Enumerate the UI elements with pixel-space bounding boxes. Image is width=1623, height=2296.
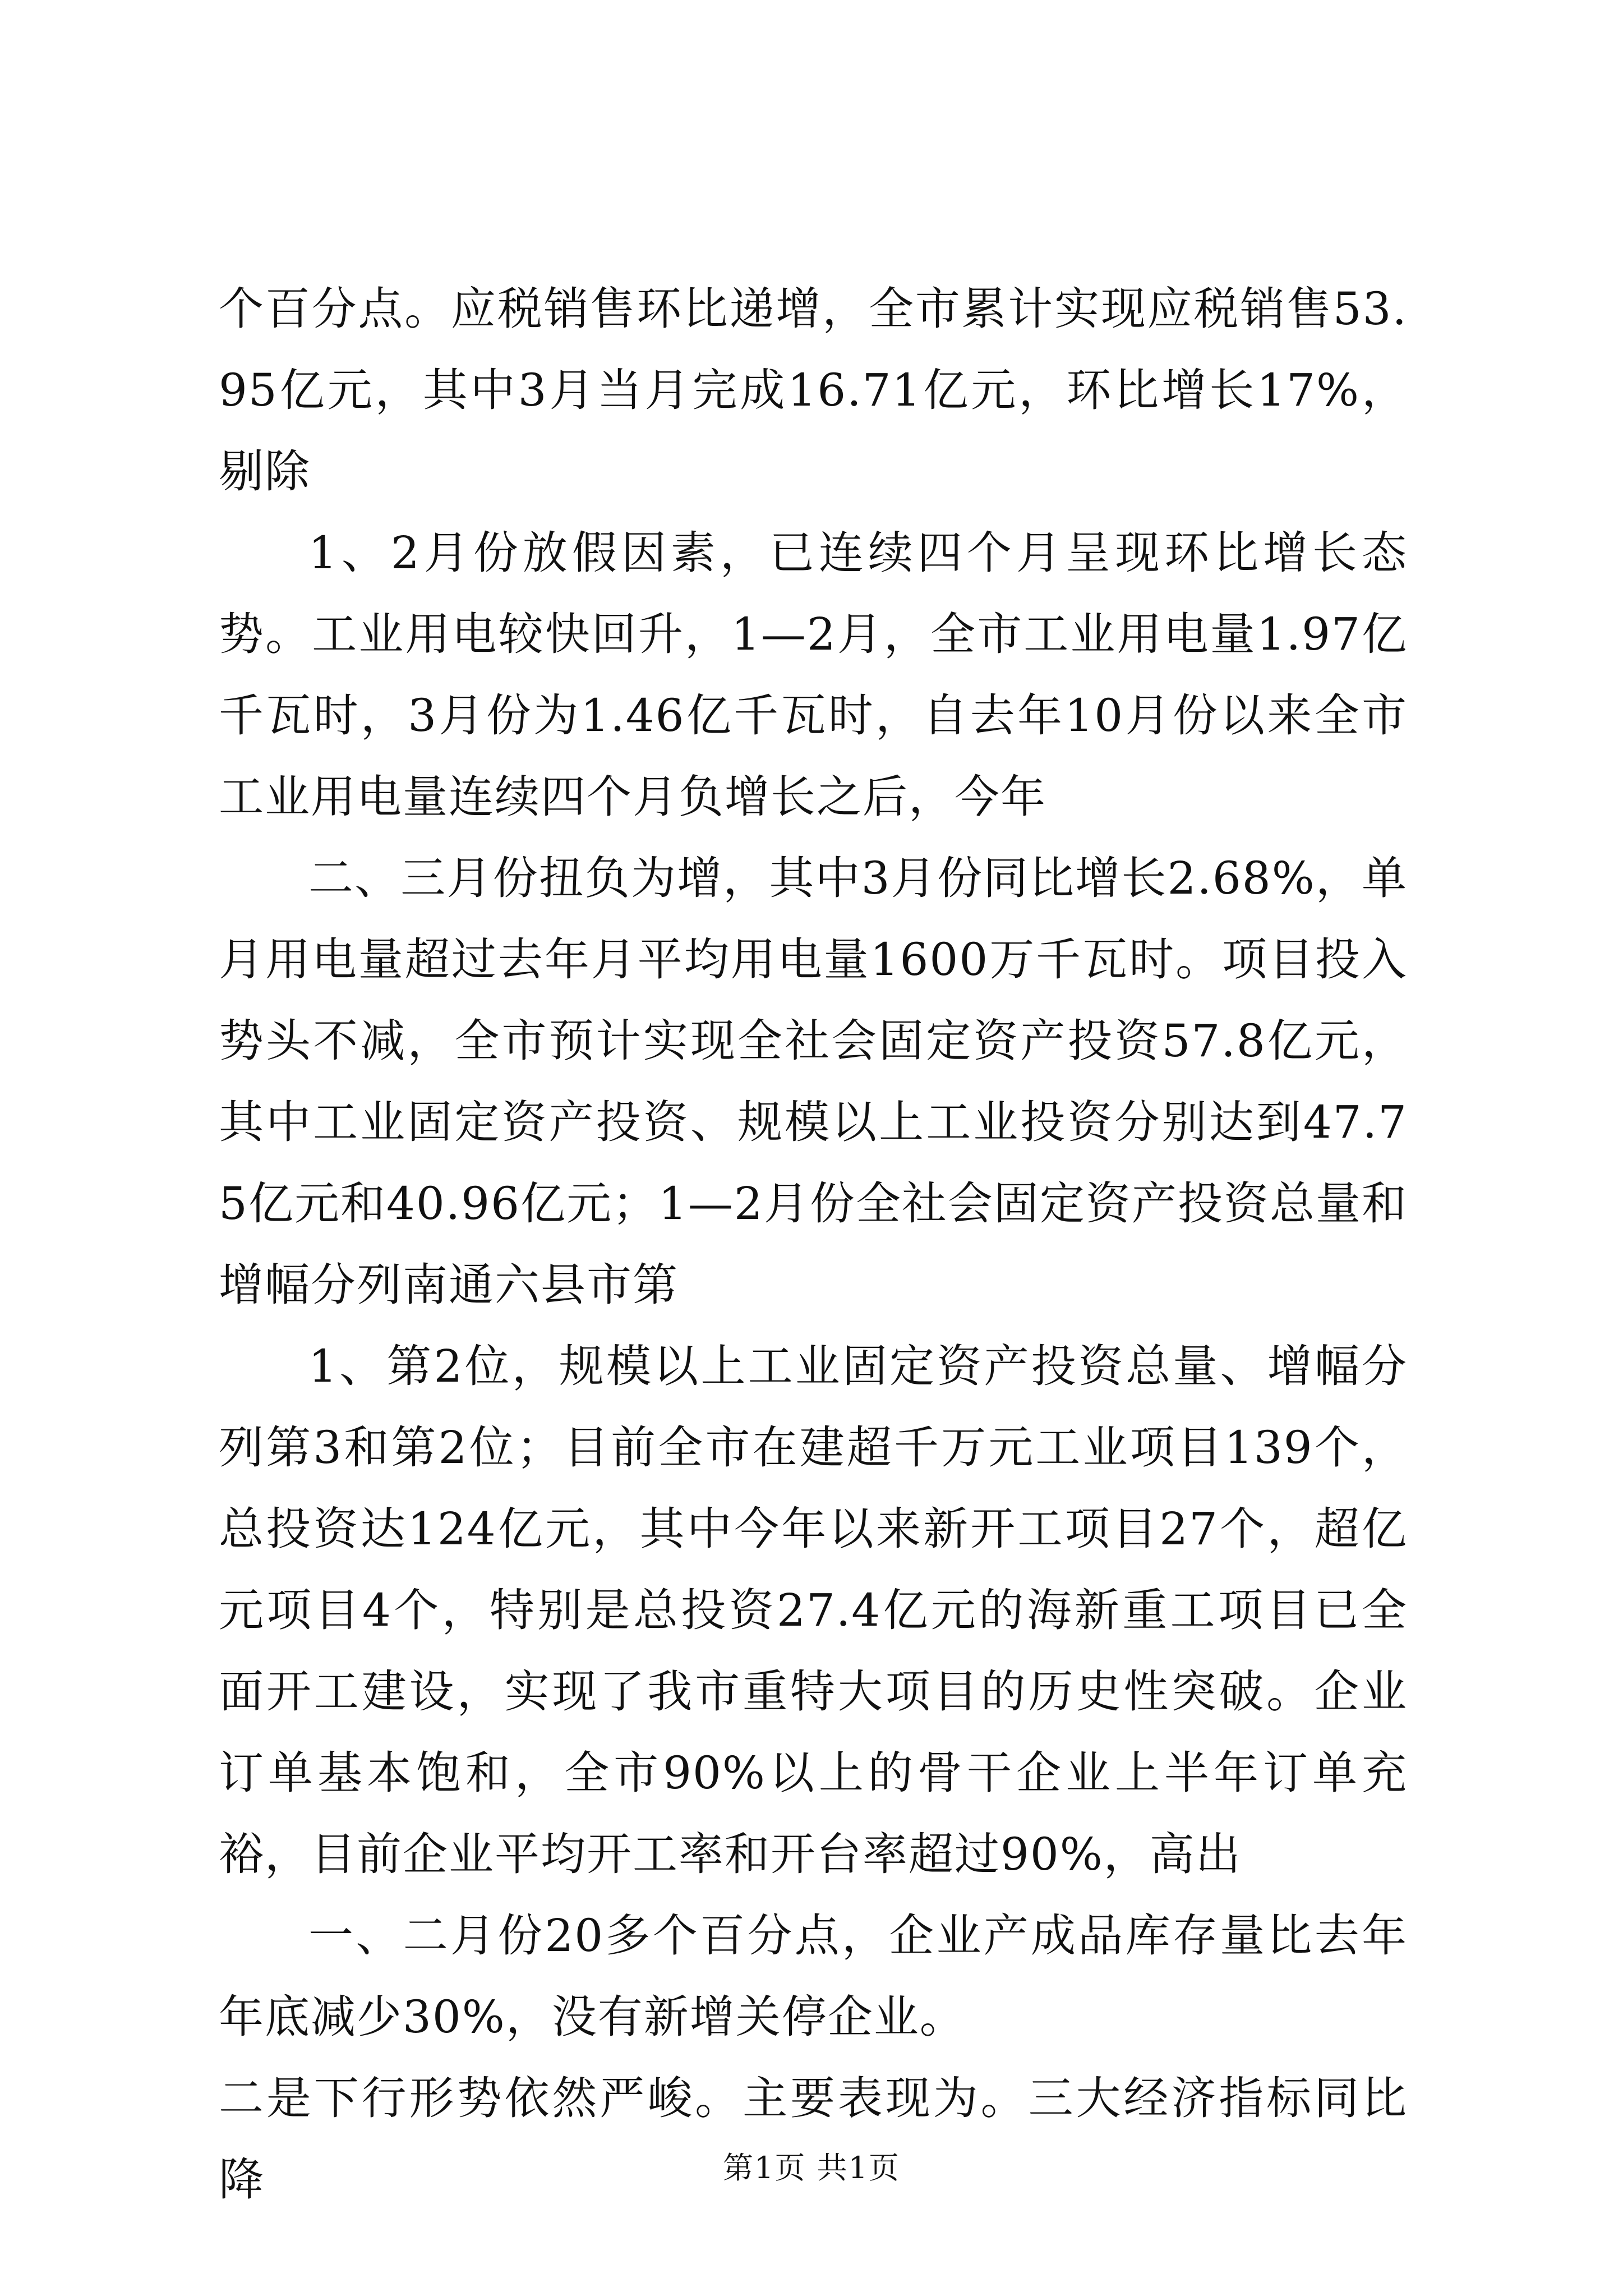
paragraph-1: 个百分点。应税销售环比递增，全市累计实现应税销售53.95亿元，其中3月当月完成16.71亿元，环比增长17%，剔除 <box>219 283 1408 498</box>
paragraph-6: 二是下行形势依然严峻。主要表现为。三大经济指标同比降 <box>219 2072 1408 2206</box>
document-body <box>219 268 1408 2220</box>
page-footer: 第1页 共1页 <box>723 2150 900 2185</box>
paragraph-3: 二、三月份扭负为增，其中3月份同比增长2.68%，单月用电量超过去年月平均用电量1600万千瓦时。项目投入势头不减，全市预计实现全社会固定资产投资57.8亿元，其中工业固定资产投资、规模以上工业投资分别达到47.75亿元和40.96亿元；1—2月份全社会固定资产投资总量和增幅分列南通六县市第 <box>219 852 1408 1311</box>
paragraph-2: 1、2月份放假因素，已连续四个月呈现环比增长态势。工业用电较快回升，1—2月，全市工业用电量1.97亿千瓦时，3月份为1.46亿千瓦时，自去年10月份以来全市工业用电量连续四个月负增长之后，今年 <box>219 527 1408 823</box>
paragraph-4: 1、第2位，规模以上工业固定资产投资总量、增幅分列第3和第2位；目前全市在建超千万元工业项目139个，总投资达124亿元，其中今年以来新开工项目27个，超亿元项目4个，特别是总投资27.4亿元的海新重工项目已全面开工建设，实现了我市重特大项目的历史性突破。企业订单基本饱和，全市90%以上的骨干企业上半年订单充裕，目前企业平均开工率和开台率超过90%，高出 <box>219 1340 1408 1880</box>
paragraph-5: 一、二月份20多个百分点，企业产成品库存量比去年年底减少30%，没有新增关停企业。 <box>219 1910 1408 2043</box>
